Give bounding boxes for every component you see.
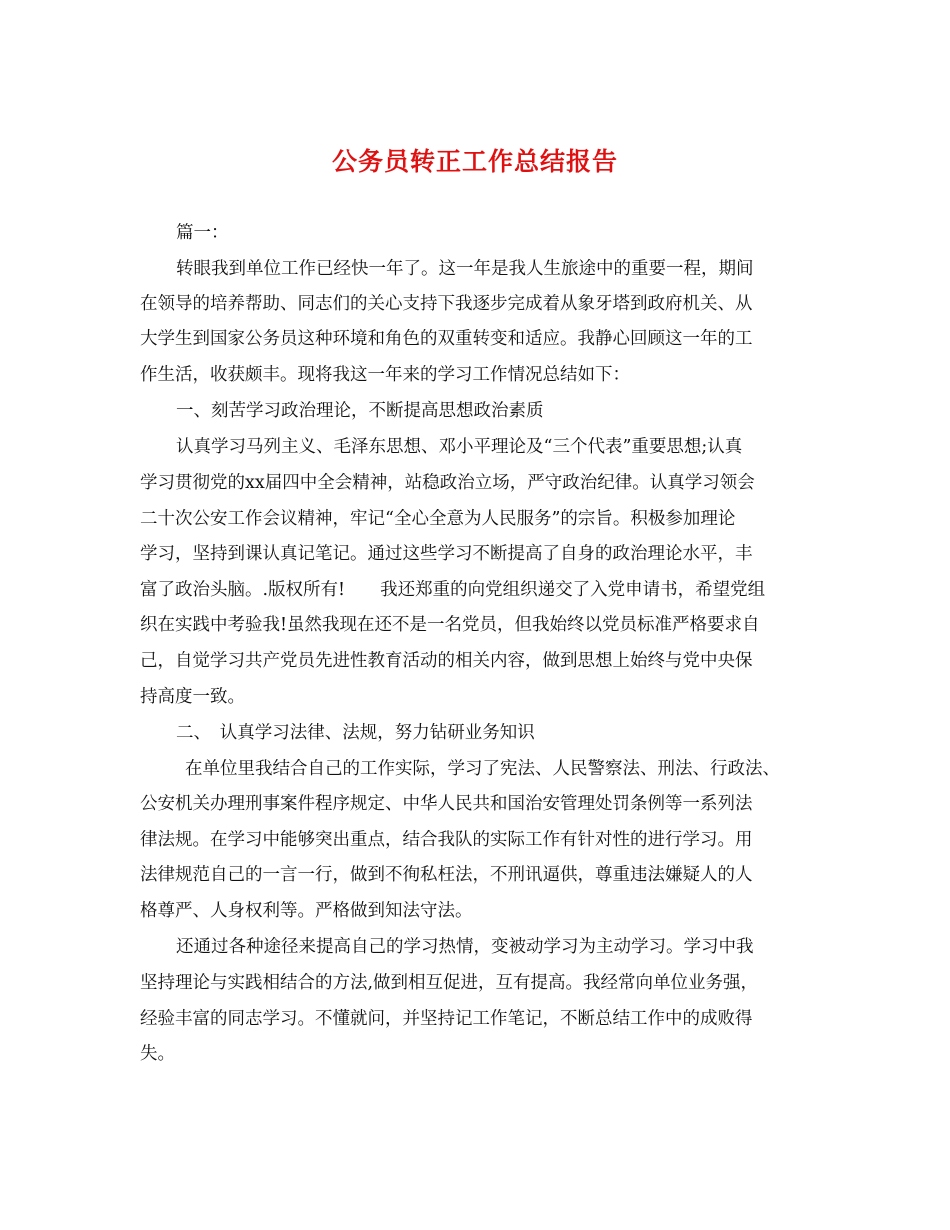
section-heading: 一、刻苦学习政治理论，不断提高思想政治素质 bbox=[176, 401, 544, 421]
paragraph-line: 二十次公安工作会议精神，牢记“全心全意为人民服务”的宗旨。积极参加理论 bbox=[140, 509, 736, 529]
section-heading: 二、 认真学习法律、法规，努力钻研业务知识 bbox=[176, 723, 535, 743]
paragraph-line: 学习贯彻党的xx届四中全会精神，站稳政治立场，严守政治纪律。认真学习领会 bbox=[140, 473, 755, 493]
paragraph-line: 在领导的培养帮助、同志们的关心支持下我逐步完成着从象牙塔到政府机关、从 bbox=[140, 294, 753, 314]
paragraph-line: 持高度一致。 bbox=[140, 687, 245, 707]
paragraph-line: 经验丰富的同志学习。不懂就问，并坚持记工作笔记，不断总结工作中的成败得 bbox=[140, 1009, 753, 1029]
paragraph-line: 坚持理论与实践相结合的方法,做到相互促进，互有提高。我经常向单位业务强， bbox=[140, 973, 759, 993]
paragraph-line: 在单位里我结合自己的工作实际，学习了宪法、人民警察法、刑法、行政法、 bbox=[185, 759, 780, 779]
paragraph-line: 织在实践中考验我!虽然我现在还不是一名党员，但我始终以党员标准严格要求自 bbox=[140, 615, 760, 635]
paragraph-line: 格尊严、人身权利等。严格做到知法守法。 bbox=[140, 901, 473, 921]
paragraph-line: 律法规。在学习中能够突出重点，结合我队的实际工作有针对性的进行学习。用 bbox=[140, 830, 753, 850]
paragraph-line: 公安机关办理刑事案件程序规定、中华人民共和国治安管理处罚条例等一系列法 bbox=[140, 794, 753, 814]
paragraph-line: 富了政治头脑。.版权所有! 我还郑重的向党组织递交了入党申请书，希望党组 bbox=[140, 580, 766, 600]
document-title: 公务员转正工作总结报告 bbox=[331, 147, 618, 176]
paragraph-line: 己，自觉学习共产党员先进性教育活动的相关内容，做到思想上始终与党中央保 bbox=[140, 651, 753, 671]
paragraph-line: 法律规范自己的一言一行，做到不徇私枉法，不刑讯逼供，尊重违法嫌疑人的人 bbox=[140, 865, 753, 885]
paragraph-line: 认真学习马列主义、毛泽东思想、邓小平理论及“三个代表”重要思想;认真 bbox=[176, 437, 743, 457]
paragraph-line: 还通过各种途径来提高自己的学习热情，变被动学习为主动学习。学习中我 bbox=[176, 937, 754, 957]
paragraph-line: 转眼我到单位工作已经快一年了。这一年是我人生旅途中的重要一程，期间 bbox=[176, 259, 754, 279]
paragraph-line: 学习，坚持到课认真记笔记。通过这些学习不断提高了自身的政治理论水平，丰 bbox=[140, 544, 753, 564]
paragraph-line: 篇一： bbox=[176, 223, 229, 243]
paragraph-line: 失。 bbox=[140, 1044, 175, 1064]
paragraph-line: 作生活，收获颇丰。现将我这一年来的学习工作情况总结如下： bbox=[140, 365, 630, 385]
paragraph-line: 大学生到国家公务员这种环境和角色的双重转变和适应。我静心回顾这一年的工 bbox=[140, 329, 753, 349]
